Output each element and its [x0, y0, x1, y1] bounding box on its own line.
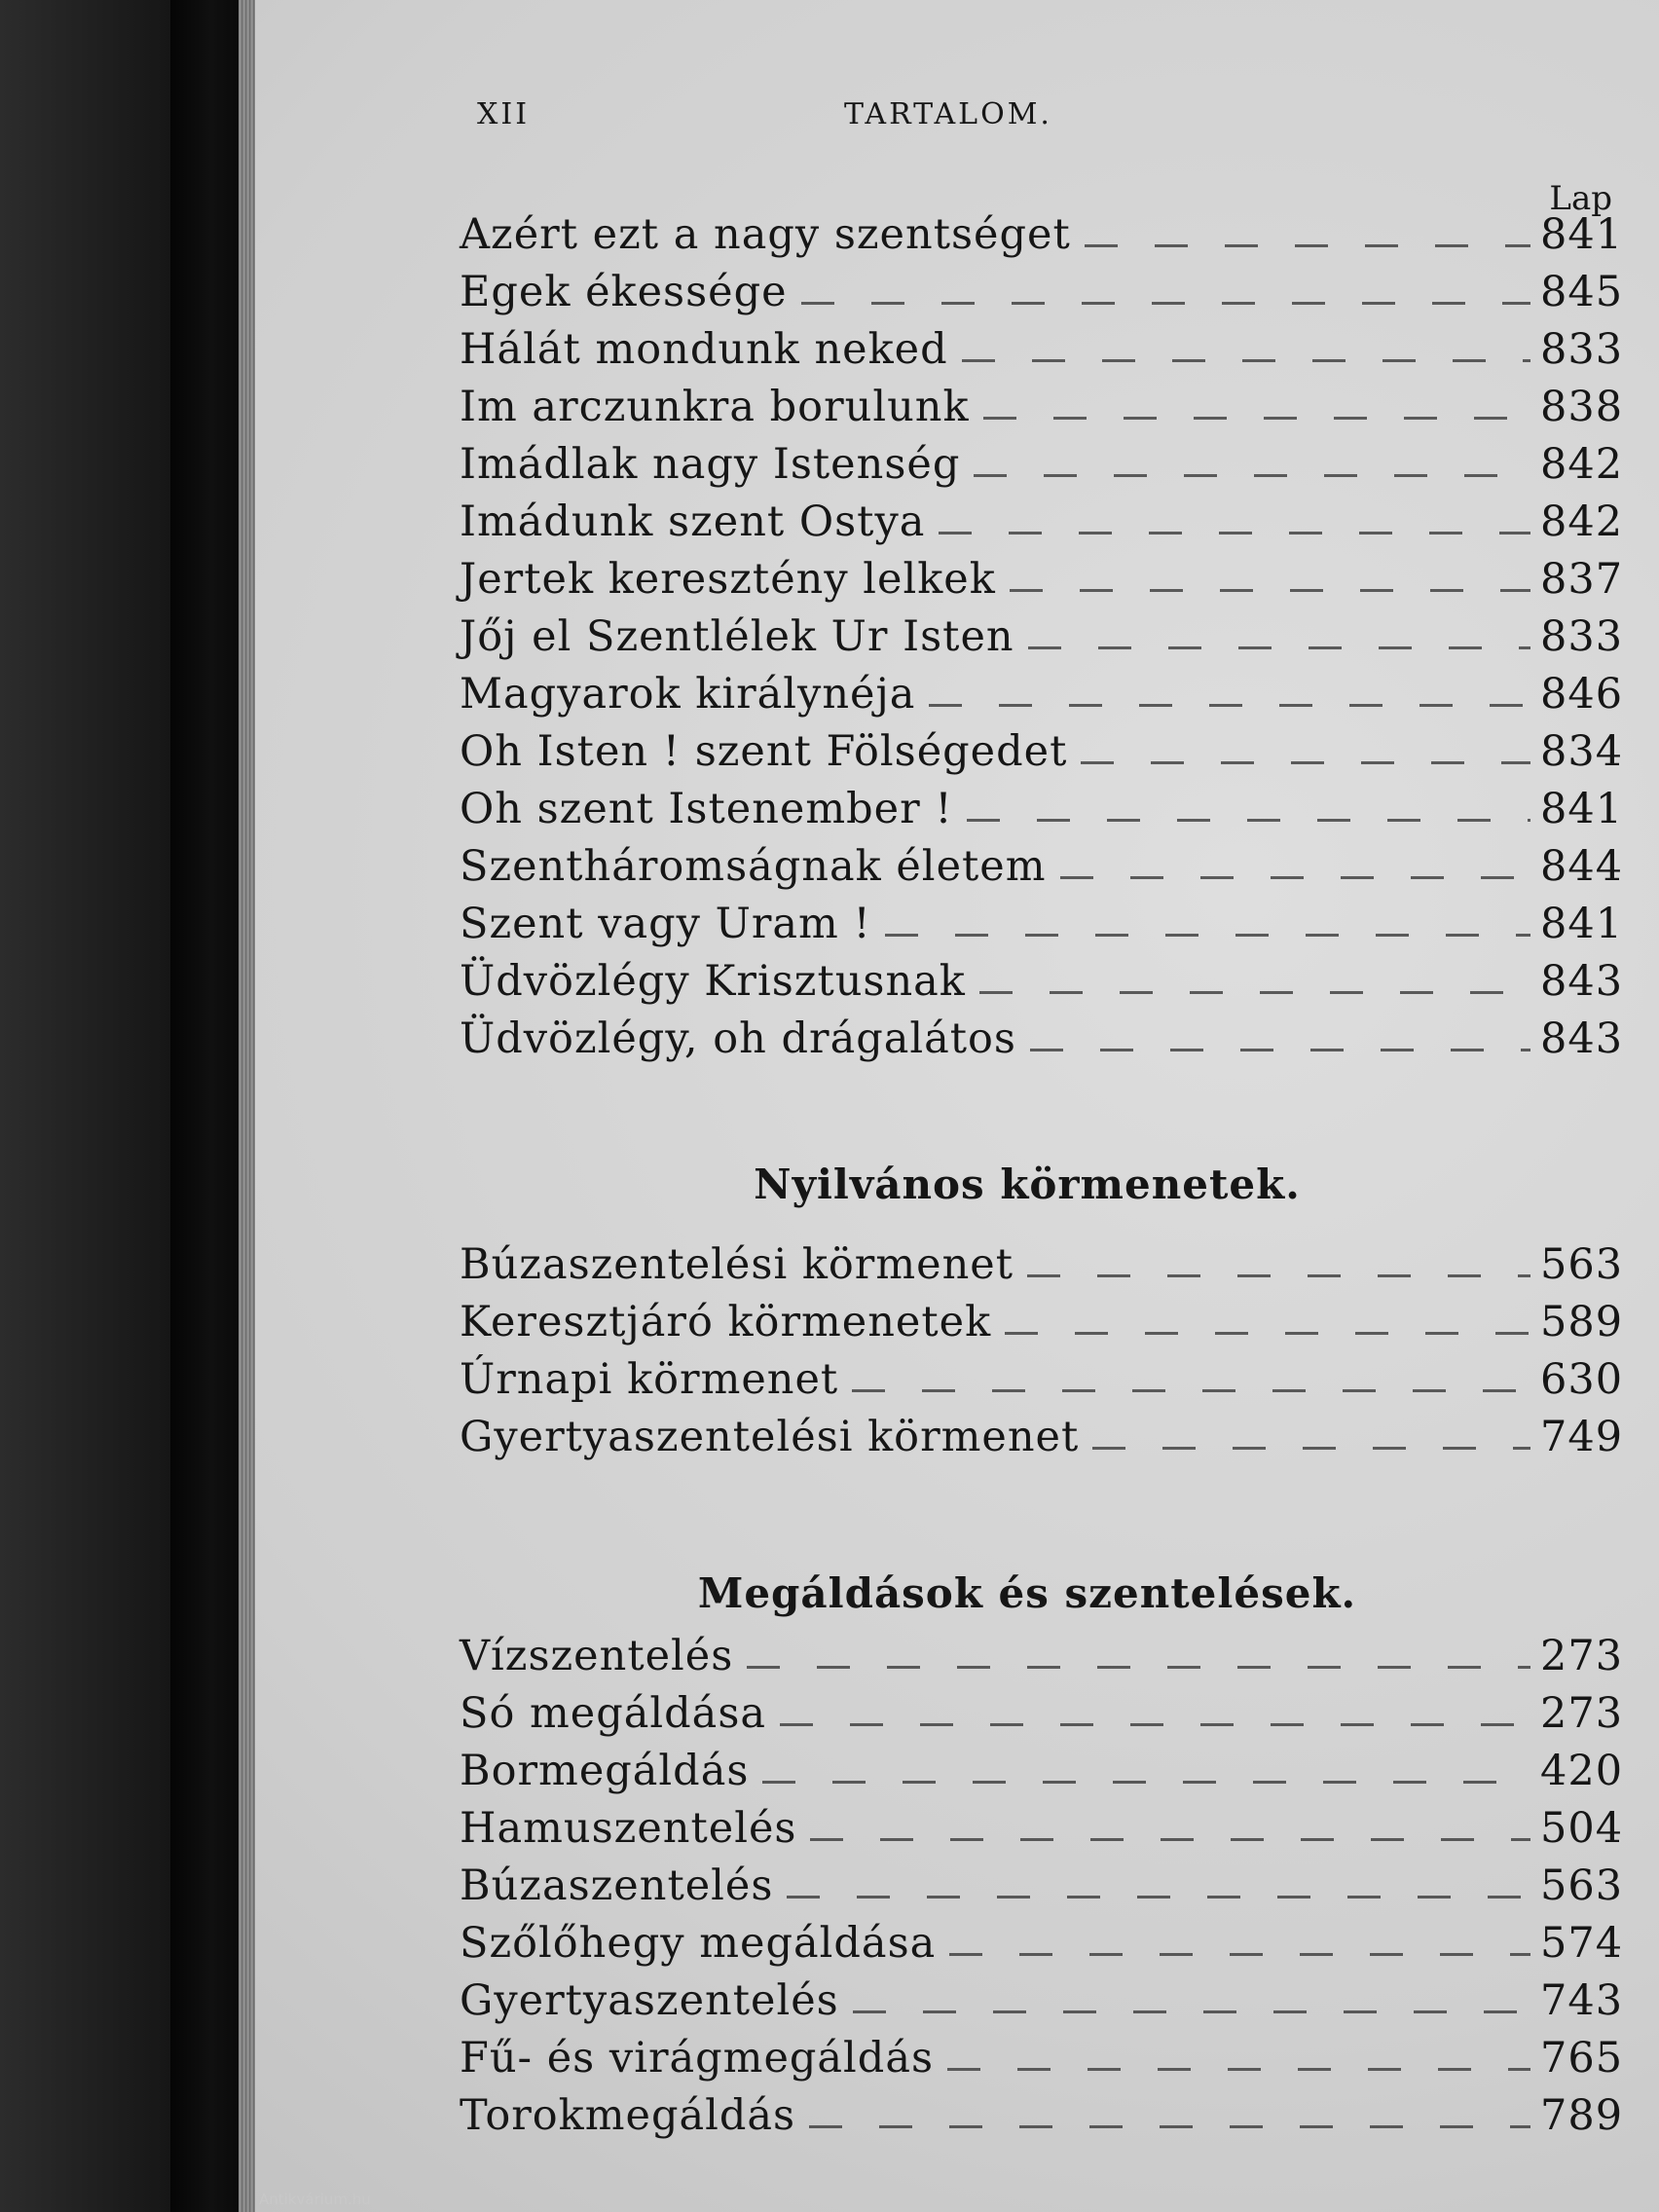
entry-title: Búzaszentelési körmenet — [460, 1240, 1014, 1289]
entry-title: Imádunk szent Ostya — [460, 498, 926, 546]
entry-title: Fű- és virágmegáldás — [460, 2034, 935, 2083]
entry-title: Szentháromságnak életem — [460, 842, 1047, 891]
entry-page-number: 563 — [1540, 1240, 1624, 1289]
page-number-roman: XII — [477, 97, 531, 131]
dot-leader — [809, 2125, 1530, 2128]
entry-title: Só megáldása — [460, 1689, 767, 1738]
entry-title: Azért ezt a nagy szentséget — [460, 210, 1071, 259]
entry-page-number: 420 — [1540, 1747, 1624, 1795]
toc-entry — [460, 206, 1624, 264]
entry-title: Bormegáldás — [460, 1747, 750, 1795]
entry-title: Hálát mondunk neked — [460, 325, 948, 374]
toc-entry — [460, 379, 1624, 436]
entry-title: Hamuszentelés — [460, 1804, 797, 1853]
toc-entry — [460, 1628, 1624, 1685]
entry-page-number: 846 — [1540, 670, 1624, 719]
entry-title: Gyertyaszentelési körmenet — [460, 1413, 1080, 1461]
entry-page-number: 838 — [1540, 383, 1624, 431]
dot-leader — [949, 1953, 1530, 1956]
entry-page-number: 630 — [1540, 1355, 1624, 1404]
entry-title: Szőlőhegy megáldása — [460, 1919, 937, 1968]
toc-entry — [460, 1858, 1624, 1915]
dot-leader — [974, 474, 1530, 477]
entry-title: Egek ékessége — [460, 268, 788, 316]
toc-entry — [460, 436, 1624, 494]
watermark: Antikvárium.hu — [259, 2191, 371, 2208]
dot-leader — [747, 1666, 1530, 1669]
toc-entry — [460, 1351, 1624, 1409]
toc-entry — [460, 838, 1624, 896]
entry-page-number: 843 — [1540, 1014, 1624, 1063]
entry-title: Jertek keresztény lelkek — [460, 555, 996, 604]
dot-leader — [967, 819, 1530, 822]
processions-list — [460, 1236, 1624, 1466]
toc-entry — [460, 264, 1624, 321]
entry-page-number: 842 — [1540, 440, 1624, 489]
blessings-list — [460, 1628, 1624, 2145]
toc-entry — [460, 1409, 1624, 1466]
entry-page-number: 273 — [1540, 1632, 1624, 1680]
toc-entry — [460, 1915, 1624, 1972]
toc-entry — [460, 781, 1624, 838]
entry-page-number: 749 — [1540, 1413, 1624, 1461]
toc-entry — [460, 494, 1624, 551]
dot-leader — [939, 532, 1530, 535]
entry-page-number: 841 — [1540, 210, 1624, 259]
dot-leader — [1010, 589, 1530, 592]
entry-page-number: 834 — [1540, 727, 1624, 776]
entry-title: Szent vagy Uram ! — [460, 900, 871, 948]
toc-entry — [460, 666, 1624, 723]
entry-page-number: 504 — [1540, 1804, 1624, 1853]
entry-title: Üdvözlégy Krisztusnak — [460, 957, 966, 1006]
dot-leader — [801, 302, 1530, 305]
dot-leader — [929, 704, 1530, 707]
entry-page-number: 842 — [1540, 498, 1624, 546]
dot-leader — [1030, 1049, 1530, 1051]
toc-entry — [460, 321, 1624, 379]
book-spine — [170, 0, 239, 2212]
entry-page-number: 841 — [1540, 900, 1624, 948]
entry-title: Torokmegáldás — [460, 2091, 796, 2140]
toc-entry — [460, 2087, 1624, 2145]
entry-title: Vízszentelés — [460, 1632, 734, 1680]
entry-page-number: 789 — [1540, 2091, 1624, 2140]
background-left — [0, 0, 170, 2212]
processions-heading: Nyilvános körmenetek. — [754, 1161, 1301, 1208]
dot-leader — [979, 991, 1530, 994]
entry-title: Gyertyaszentelés — [460, 1976, 839, 2025]
dot-leader — [1092, 1447, 1530, 1450]
dot-leader — [780, 1723, 1530, 1726]
dot-leader — [1060, 876, 1530, 879]
entry-title: Úrnapi körmenet — [460, 1355, 839, 1404]
entry-page-number: 837 — [1540, 555, 1624, 604]
entry-title: Oh szent Istenember ! — [460, 785, 953, 833]
entry-title: Magyarok királynéja — [460, 670, 916, 719]
entry-page-number: 574 — [1540, 1919, 1624, 1968]
dot-leader — [1005, 1332, 1530, 1335]
entry-page-number: 563 — [1540, 1862, 1624, 1910]
entry-title: Oh Isten ! szent Fölségedet — [460, 727, 1068, 776]
toc-entry — [460, 1972, 1624, 2030]
entry-page-number: 841 — [1540, 785, 1624, 833]
toc-entry — [460, 1236, 1624, 1294]
dot-leader — [1028, 646, 1530, 649]
entry-page-number: 273 — [1540, 1689, 1624, 1738]
dot-leader — [1027, 1274, 1530, 1277]
entry-title: Búzaszentelés — [460, 1862, 774, 1910]
entry-title: Imádlak nagy Istenség — [460, 440, 961, 489]
entry-title: Üdvözlégy, oh drágalátos — [460, 1014, 1016, 1063]
page-title: TARTALOM. — [844, 97, 1052, 131]
toc-entry — [460, 608, 1624, 666]
toc-entry — [460, 1685, 1624, 1743]
entry-page-number: 844 — [1540, 842, 1624, 891]
running-header — [477, 97, 1419, 140]
entry-page-number: 833 — [1540, 325, 1624, 374]
entry-page-number: 743 — [1540, 1976, 1624, 2025]
toc-entry — [460, 1800, 1624, 1858]
blessings-heading: Megáldások és szentelések. — [697, 1569, 1357, 1617]
book-page — [255, 0, 1659, 2212]
page-column-label: Lap — [1549, 179, 1612, 218]
hymn-list — [460, 206, 1624, 1068]
entry-title: Keresztjáró körmenetek — [460, 1298, 992, 1346]
toc-entry — [460, 953, 1624, 1011]
entry-title: Jőj el Szentlélek Ur Isten — [460, 612, 1014, 661]
toc-entry — [460, 1011, 1624, 1068]
entry-page-number: 589 — [1540, 1298, 1624, 1346]
entry-title: Im arczunkra borulunk — [460, 383, 970, 431]
dot-leader — [947, 2068, 1530, 2071]
dot-leader — [983, 417, 1530, 420]
dot-leader — [853, 2010, 1530, 2013]
entry-page-number: 833 — [1540, 612, 1624, 661]
entry-page-number: 765 — [1540, 2034, 1624, 2083]
dot-leader — [962, 359, 1530, 362]
entry-page-number: 843 — [1540, 957, 1624, 1006]
dot-leader — [885, 934, 1530, 937]
toc-entry — [460, 2030, 1624, 2087]
toc-entry — [460, 896, 1624, 953]
entry-page-number: 845 — [1540, 268, 1624, 316]
toc-entry — [460, 1294, 1624, 1351]
dot-leader — [1081, 761, 1530, 764]
dot-leader — [852, 1389, 1530, 1392]
dot-leader — [787, 1896, 1530, 1899]
dot-leader — [1085, 244, 1530, 247]
toc-entry — [460, 551, 1624, 608]
toc-entry — [460, 1743, 1624, 1800]
toc-entry — [460, 723, 1624, 781]
dot-leader — [810, 1838, 1530, 1841]
dot-leader — [762, 1781, 1530, 1784]
